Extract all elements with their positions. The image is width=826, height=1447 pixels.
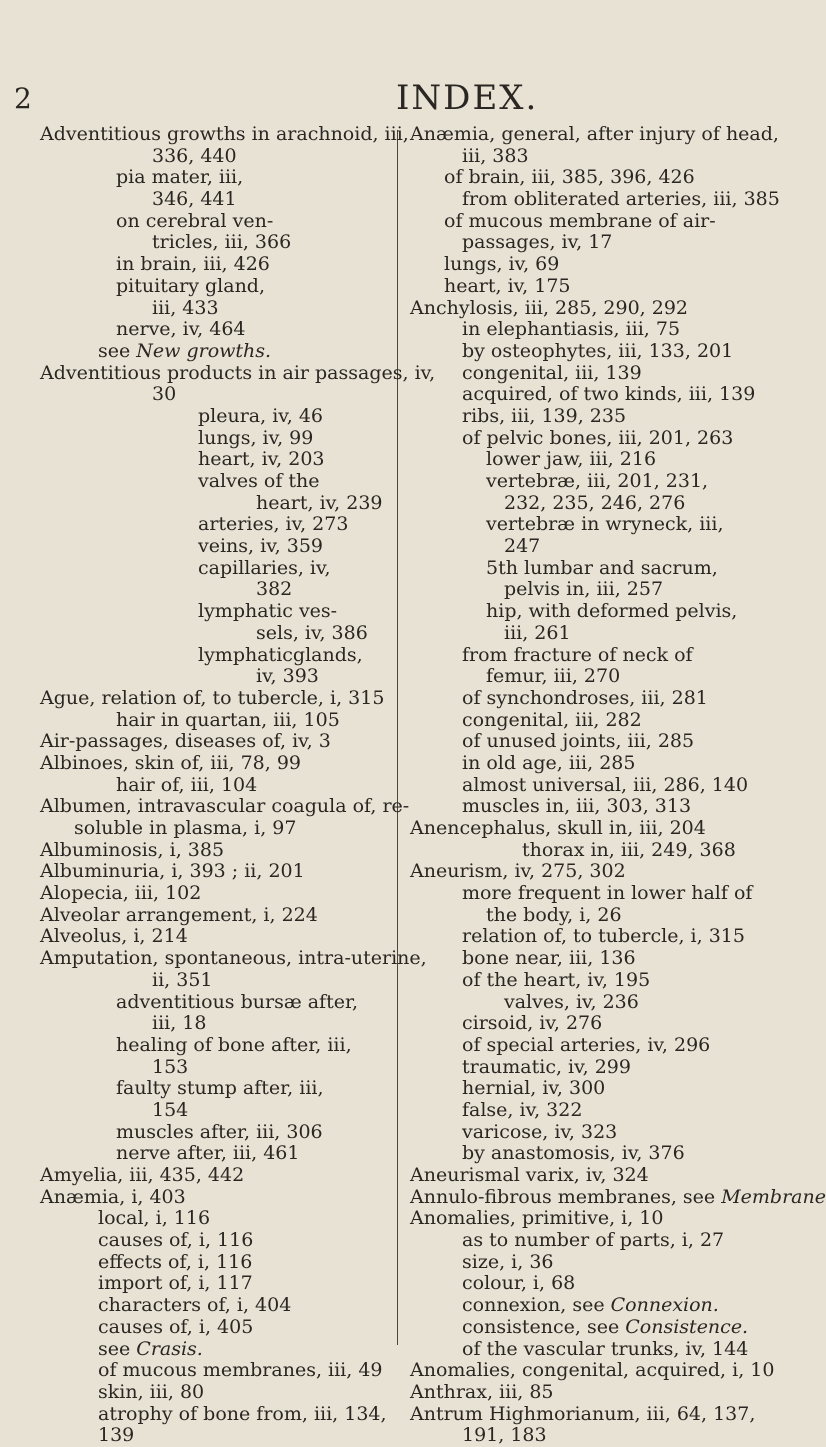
index-entry-line: [40, 645, 388, 667]
index-entry-line: [410, 1252, 795, 1274]
index-entry-text: vertebræ, iii, 201, 231,: [486, 470, 709, 492]
index-entry-line: [40, 449, 388, 471]
index-entry-line: [40, 1317, 388, 1339]
index-entry-line: [410, 775, 795, 797]
index-entry-line: [40, 623, 388, 645]
index-entry-line: [40, 341, 388, 363]
index-entry-line: [40, 731, 388, 753]
index-entry-line: [40, 1187, 388, 1209]
index-entry-text: 232, 235, 246, 276: [504, 491, 686, 514]
index-entry-line: [410, 1339, 795, 1361]
index-entry-text: of unused joints, iii, 285: [462, 730, 695, 753]
index-entry-line: [40, 1339, 388, 1361]
index-entry-text: lower jaw, iii, 216: [486, 448, 657, 471]
index-entry-text: see: [98, 1337, 137, 1360]
index-entry-text: healing of bone after, iii,: [116, 1033, 352, 1056]
index-entry-text: pituitary gland,: [116, 274, 266, 297]
index-entry-text: Albinoes, skin of, iii, 78, 99: [40, 751, 302, 774]
index-entry-line: [40, 883, 388, 905]
index-entry-line: [40, 840, 388, 862]
index-entry-text: faulty stump after, iii,: [116, 1077, 324, 1100]
index-entry-text: in brain, iii, 426: [116, 253, 270, 276]
index-entry-text: 346, 441: [152, 188, 237, 211]
index-entry-line: [410, 1013, 795, 1035]
index-column-right: [410, 123, 826, 1447]
index-entry-line: [40, 753, 388, 775]
index-entry-text: on cerebral ven-: [116, 209, 274, 232]
index-entry-line: [40, 992, 388, 1014]
index-entry-text: veins, iv, 359: [198, 535, 324, 558]
index-entry-line: [40, 298, 388, 320]
index-entry-text: characters of, i, 404: [98, 1294, 292, 1317]
index-entry-text: Adventitious growths in arachnoid, iii,: [40, 123, 409, 145]
index-entry-text: Anthrax, iii, 85: [410, 1380, 554, 1403]
index-entry-text: Anomalies, primitive, i, 10: [410, 1207, 664, 1230]
index-entry-line: [410, 840, 795, 862]
index-entry-text: vertebræ in wryneck, iii,: [486, 513, 724, 536]
index-entry-line: [410, 796, 795, 818]
index-entry-text: congenital, iii, 139: [462, 361, 642, 384]
index-entry-text: local, i, 116: [98, 1207, 211, 1230]
index-entry-text: Amyelia, iii, 435, 442: [40, 1164, 245, 1186]
index-entry-text: Alopecia, iii, 102: [40, 882, 202, 905]
index-entry-line: [410, 189, 795, 211]
index-entry-text: pia mater, iii,: [116, 166, 244, 189]
index-entry-line: [410, 384, 795, 406]
index-entry-text: Albuminuria, i, 393 ; ii, 201: [40, 860, 305, 883]
index-entry-line: [40, 146, 388, 168]
cross-reference-term: Connexion.: [610, 1294, 719, 1317]
index-entry-line: [410, 341, 795, 363]
index-entry-text: causes of, i, 405: [98, 1315, 254, 1338]
index-entry-line: [40, 601, 388, 623]
index-entry-line: [410, 1230, 795, 1252]
index-entry-text: iii, 18: [152, 1012, 207, 1035]
index-entry-text: tricles, iii, 366: [152, 231, 292, 254]
index-entry-text: see: [98, 339, 137, 362]
index-entry-line: [40, 1165, 388, 1187]
index-entry-text: of pelvic bones, iii, 201, 263: [462, 426, 734, 449]
index-entry-line: [410, 363, 795, 385]
index-entry-text: Anchylosis, iii, 285, 290, 292: [410, 296, 689, 319]
index-entry-line: [410, 298, 795, 320]
index-entry-line: [40, 861, 388, 883]
index-entry-text: colour, i, 68: [462, 1272, 576, 1295]
index-entry-line: [410, 471, 795, 493]
index-entry-text: Aneurismal varix, iv, 324: [410, 1164, 649, 1186]
index-entry-line: [40, 710, 388, 732]
index-entry-line: [410, 905, 795, 927]
column-divider: [397, 130, 398, 1345]
index-entry-line: [40, 1273, 388, 1295]
index-entry-line: [40, 1100, 388, 1122]
index-entry-text: 247: [504, 535, 541, 558]
index-entry-line: [410, 1404, 795, 1426]
index-entry-text: arteries, iv, 273: [198, 513, 349, 536]
index-entry-line: [410, 753, 795, 775]
index-entry-text: 153: [152, 1055, 189, 1078]
index-entry-text: muscles in, iii, 303, 313: [462, 795, 692, 818]
index-entry-line: [410, 449, 795, 471]
index-entry-text: 191, 183: [462, 1424, 547, 1447]
index-column-left: [40, 123, 436, 1447]
index-entry-line: [40, 514, 388, 536]
index-entry-line: [40, 1078, 388, 1100]
index-entry-line: [410, 167, 795, 189]
index-entry-line: [410, 1208, 795, 1230]
index-entry-line: [410, 1382, 795, 1404]
index-entry-line: [410, 731, 795, 753]
index-entry-text: lungs, iv, 99: [198, 426, 314, 449]
index-entry-text: as to number of parts, i, 27: [462, 1229, 725, 1252]
index-entry-text: Air-passages, diseases of, iv, 3: [40, 730, 331, 753]
index-entry-line: [40, 123, 409, 146]
index-entry-text: by osteophytes, iii, 133, 201: [462, 339, 734, 362]
index-entry-line: [40, 167, 388, 189]
index-entry-line: [40, 1252, 388, 1274]
index-entry-text: Anæmia, general, after injury of head,: [410, 123, 779, 145]
index-entry-line: [40, 232, 388, 254]
index-entry-line: [40, 1230, 388, 1252]
index-entry-line: [40, 384, 388, 406]
index-entry-line: [40, 493, 388, 515]
index-entry-text: pleura, iv, 46: [198, 404, 324, 427]
index-entry-line: [40, 1295, 388, 1317]
index-entry-text: hip, with deformed pelvis,: [486, 600, 738, 623]
index-entry-text: Alveolus, i, 214: [40, 925, 188, 948]
page-number: 2: [14, 82, 32, 115]
index-entry-text: of brain, iii, 385, 396, 426: [444, 166, 695, 189]
index-entry-text: valves, iv, 236: [504, 990, 639, 1013]
index-entry-line: [40, 361, 436, 385]
index-entry-text: 30: [152, 383, 177, 406]
index-entry-line: [40, 189, 388, 211]
index-entry-text: 154: [152, 1098, 189, 1121]
index-entry-text: lungs, iv, 69: [444, 253, 560, 276]
index-entry-line: [410, 493, 795, 515]
index-entry-text: skin, iii, 80: [98, 1380, 205, 1403]
index-entry-line: [40, 1143, 388, 1165]
index-entry-text: Anencephalus, skull in, iii, 204: [410, 817, 706, 839]
index-entry-line: [410, 948, 795, 970]
index-entry-text: iii, 261: [504, 621, 571, 644]
index-entry-text: sels, iv, 386: [256, 621, 368, 644]
index-entry-text: hernial, iv, 300: [462, 1077, 606, 1100]
index-entry-line: [410, 645, 795, 667]
index-entry-text: nerve after, iii, 461: [116, 1142, 300, 1165]
index-entry-line: [410, 1295, 795, 1317]
index-entry-line: [410, 1143, 795, 1165]
index-entry-line: [40, 818, 388, 840]
index-entry-line: [40, 666, 388, 688]
index-entry-line: [40, 536, 388, 558]
cross-reference-term: New growths.: [136, 339, 272, 362]
index-entry-text: connexion, see: [462, 1294, 611, 1317]
index-entry-line: [40, 775, 388, 797]
index-entry-line: [410, 1100, 795, 1122]
page-title: INDEX.: [396, 78, 539, 118]
index-entry-line: [40, 276, 388, 298]
index-entry-line: [410, 1078, 795, 1100]
index-entry-line: [410, 232, 795, 254]
index-entry-text: soluble in plasma, i, 97: [74, 817, 297, 839]
index-entry-line: [410, 883, 795, 905]
index-entry-text: cirsoid, iv, 276: [462, 1012, 603, 1035]
index-entry-text: traumatic, iv, 299: [462, 1055, 631, 1078]
index-entry-line: [410, 1317, 795, 1339]
index-entry-line: [410, 406, 795, 428]
index-entry-text: atrophy of bone from, iii, 134,: [98, 1402, 387, 1425]
index-entry-line: [40, 471, 388, 493]
index-entry-text: muscles after, iii, 306: [116, 1120, 323, 1143]
index-entry-line: [410, 1425, 795, 1447]
index-entry-text: heart, iv, 203: [198, 448, 325, 471]
index-entry-text: adventitious bursæ after,: [116, 990, 358, 1013]
index-entry-text: capillaries, iv,: [198, 556, 331, 579]
index-entry-text: consistence, see: [462, 1315, 626, 1338]
index-entry-text: from fracture of neck of: [462, 643, 693, 666]
index-entry-text: varicose, iv, 323: [462, 1120, 618, 1143]
index-entry-text: Albuminosis, i, 385: [40, 838, 225, 861]
index-entry-text: heart, iv, 175: [444, 274, 571, 297]
index-entry-text: Anomalies, congenital, acquired, i, 10: [410, 1359, 775, 1382]
index-entry-line: [410, 514, 795, 536]
index-entry-text: iii, 433: [152, 296, 219, 319]
index-entry-text: pelvis in, iii, 257: [504, 578, 664, 601]
index-entry-text: Annulo-fibrous membranes, see: [410, 1185, 722, 1208]
index-entry-text: effects of, i, 116: [98, 1250, 253, 1273]
index-entry-line: [410, 601, 795, 623]
index-entry-line: [410, 1165, 795, 1187]
index-entry-line: [40, 406, 388, 428]
index-entry-text: of the vascular trunks, iv, 144: [462, 1337, 749, 1360]
index-entry-text: by anastomosis, iv, 376: [462, 1142, 685, 1165]
index-entry-text: causes of, i, 116: [98, 1229, 254, 1252]
index-entry-text: false, iv, 322: [462, 1098, 583, 1121]
index-entry-text: Adventitious products in air passages, iv,: [40, 361, 436, 384]
index-entry-text: acquired, of two kinds, iii, 139: [462, 383, 756, 406]
index-entry-line: [410, 319, 795, 341]
index-entry-line: [40, 319, 388, 341]
index-entry-line: [40, 211, 388, 233]
index-entry-line: [410, 1035, 795, 1057]
index-entry-text: of the heart, iv, 195: [462, 968, 651, 991]
index-entry-text: 5th lumbar and sacrum,: [486, 556, 718, 579]
index-entry-text: of mucous membrane of air-: [444, 209, 716, 232]
index-entry-text: congenital, iii, 282: [462, 708, 642, 731]
index-entry-text: femur, iii, 270: [486, 665, 621, 688]
index-entry-line: [410, 688, 795, 710]
index-entry-line: [40, 688, 388, 710]
index-entry-line: [410, 992, 795, 1014]
index-entry-line: [40, 926, 388, 948]
index-entry-line: [40, 795, 410, 818]
index-entry-text: almost universal, iii, 286, 140: [462, 773, 749, 796]
index-entry-text: passages, iv, 17: [462, 231, 613, 254]
index-entry-text: heart, iv, 239: [256, 491, 383, 514]
index-entry-line: [40, 1404, 388, 1426]
index-entry-text: lymphatic ves-: [198, 600, 338, 623]
index-entry-line: [410, 1360, 795, 1382]
index-entry-line: [40, 558, 388, 580]
index-entry-text: Antrum Highmorianum, iii, 64, 137,: [410, 1402, 756, 1425]
index-entry-text: of mucous membranes, iii, 49: [98, 1359, 383, 1382]
index-entry-text: 139: [98, 1424, 135, 1447]
index-entry-text: from obliterated arteries, iii, 385: [462, 188, 780, 211]
index-entry-line: [410, 558, 795, 580]
index-entry-line: [40, 428, 388, 450]
cross-reference-term: Consistence.: [625, 1315, 749, 1338]
index-entry-text: Alveolar arrangement, i, 224: [40, 903, 318, 926]
index-entry-line: [410, 970, 795, 992]
index-entry-text: ribs, iii, 139, 235: [462, 404, 627, 427]
index-entry-line: [410, 579, 795, 601]
index-entry-text: Ague, relation of, to tubercle, i, 315: [40, 686, 385, 709]
index-entry-line: [40, 905, 388, 927]
index-entry-text: lymphaticglands,: [198, 643, 363, 666]
index-entry-line: [410, 211, 795, 233]
index-entry-text: Albumen, intravascular coagula of, re-: [40, 795, 410, 818]
index-entry-text: 382: [256, 578, 293, 601]
index-entry-line: [40, 947, 427, 970]
index-entry-text: in old age, iii, 285: [462, 751, 636, 774]
index-entry-text: 336, 440: [152, 144, 237, 167]
index-entry-text: of synchondroses, iii, 281: [462, 686, 708, 709]
index-entry-line: [40, 1382, 388, 1404]
cross-reference-term: Membrane: [721, 1185, 826, 1208]
index-entry-text: ii, 351: [152, 968, 213, 991]
index-entry-text: hair of, iii, 104: [116, 773, 258, 796]
index-entry-text: Aneurism, iv, 275, 302: [410, 860, 626, 883]
index-entry-line: [410, 710, 795, 732]
index-entry-text: import of, i, 117: [98, 1272, 253, 1295]
index-entry-line: [40, 1122, 388, 1144]
index-entry-line: [410, 1057, 795, 1079]
index-entry-line: [410, 254, 795, 276]
index-entry-line: [410, 124, 795, 146]
index-entry-line: [410, 1273, 795, 1295]
index-entry-text: iv, 393: [256, 665, 319, 688]
index-entry-line: [40, 1057, 388, 1079]
index-entry-line: [410, 428, 795, 450]
index-entry-text: Anæmia, i, 403: [40, 1185, 186, 1208]
index-entry-line: [40, 1425, 388, 1447]
index-entry-text: of special arteries, iv, 296: [462, 1033, 711, 1056]
index-entry-text: iii, 383: [462, 144, 529, 167]
index-entry-line: [40, 1360, 388, 1382]
index-entry-line: [40, 579, 388, 601]
index-entry-line: [410, 276, 795, 298]
index-entry-line: [410, 623, 795, 645]
index-entry-text: hair in quartan, iii, 105: [116, 708, 340, 731]
index-entry-line: [40, 1013, 388, 1035]
index-entry-text: bone near, iii, 136: [462, 947, 636, 970]
index-entry-line: [410, 1185, 826, 1209]
index-entry-text: valves of the: [198, 470, 320, 492]
index-entry-line: [410, 146, 795, 168]
index-entry-line: [410, 536, 795, 558]
index-entry-text: nerve, iv, 464: [116, 318, 246, 341]
index-entry-text: relation of, to tubercle, i, 315: [462, 925, 745, 948]
index-entry-line: [410, 666, 795, 688]
index-entry-line: [410, 861, 795, 883]
index-entry-line: [410, 926, 795, 948]
index-entry-text: Amputation, spontaneous, intra-uterine,: [40, 947, 427, 970]
index-entry-line: [40, 1208, 388, 1230]
cross-reference-term: Crasis.: [136, 1337, 203, 1360]
index-entry-line: [410, 1122, 795, 1144]
index-entry-text: size, i, 36: [462, 1250, 554, 1273]
index-entry-line: [40, 970, 388, 992]
index-entry-text: thorax in, iii, 249, 368: [522, 838, 736, 861]
index-entry-text: in elephantiasis, iii, 75: [462, 318, 681, 341]
index-entry-line: [40, 1035, 388, 1057]
index-entry-line: [40, 254, 388, 276]
index-entry-line: [410, 818, 795, 840]
index-entry-text: more frequent in lower half of: [462, 882, 753, 905]
index-entry-text: the body, i, 26: [486, 903, 622, 926]
